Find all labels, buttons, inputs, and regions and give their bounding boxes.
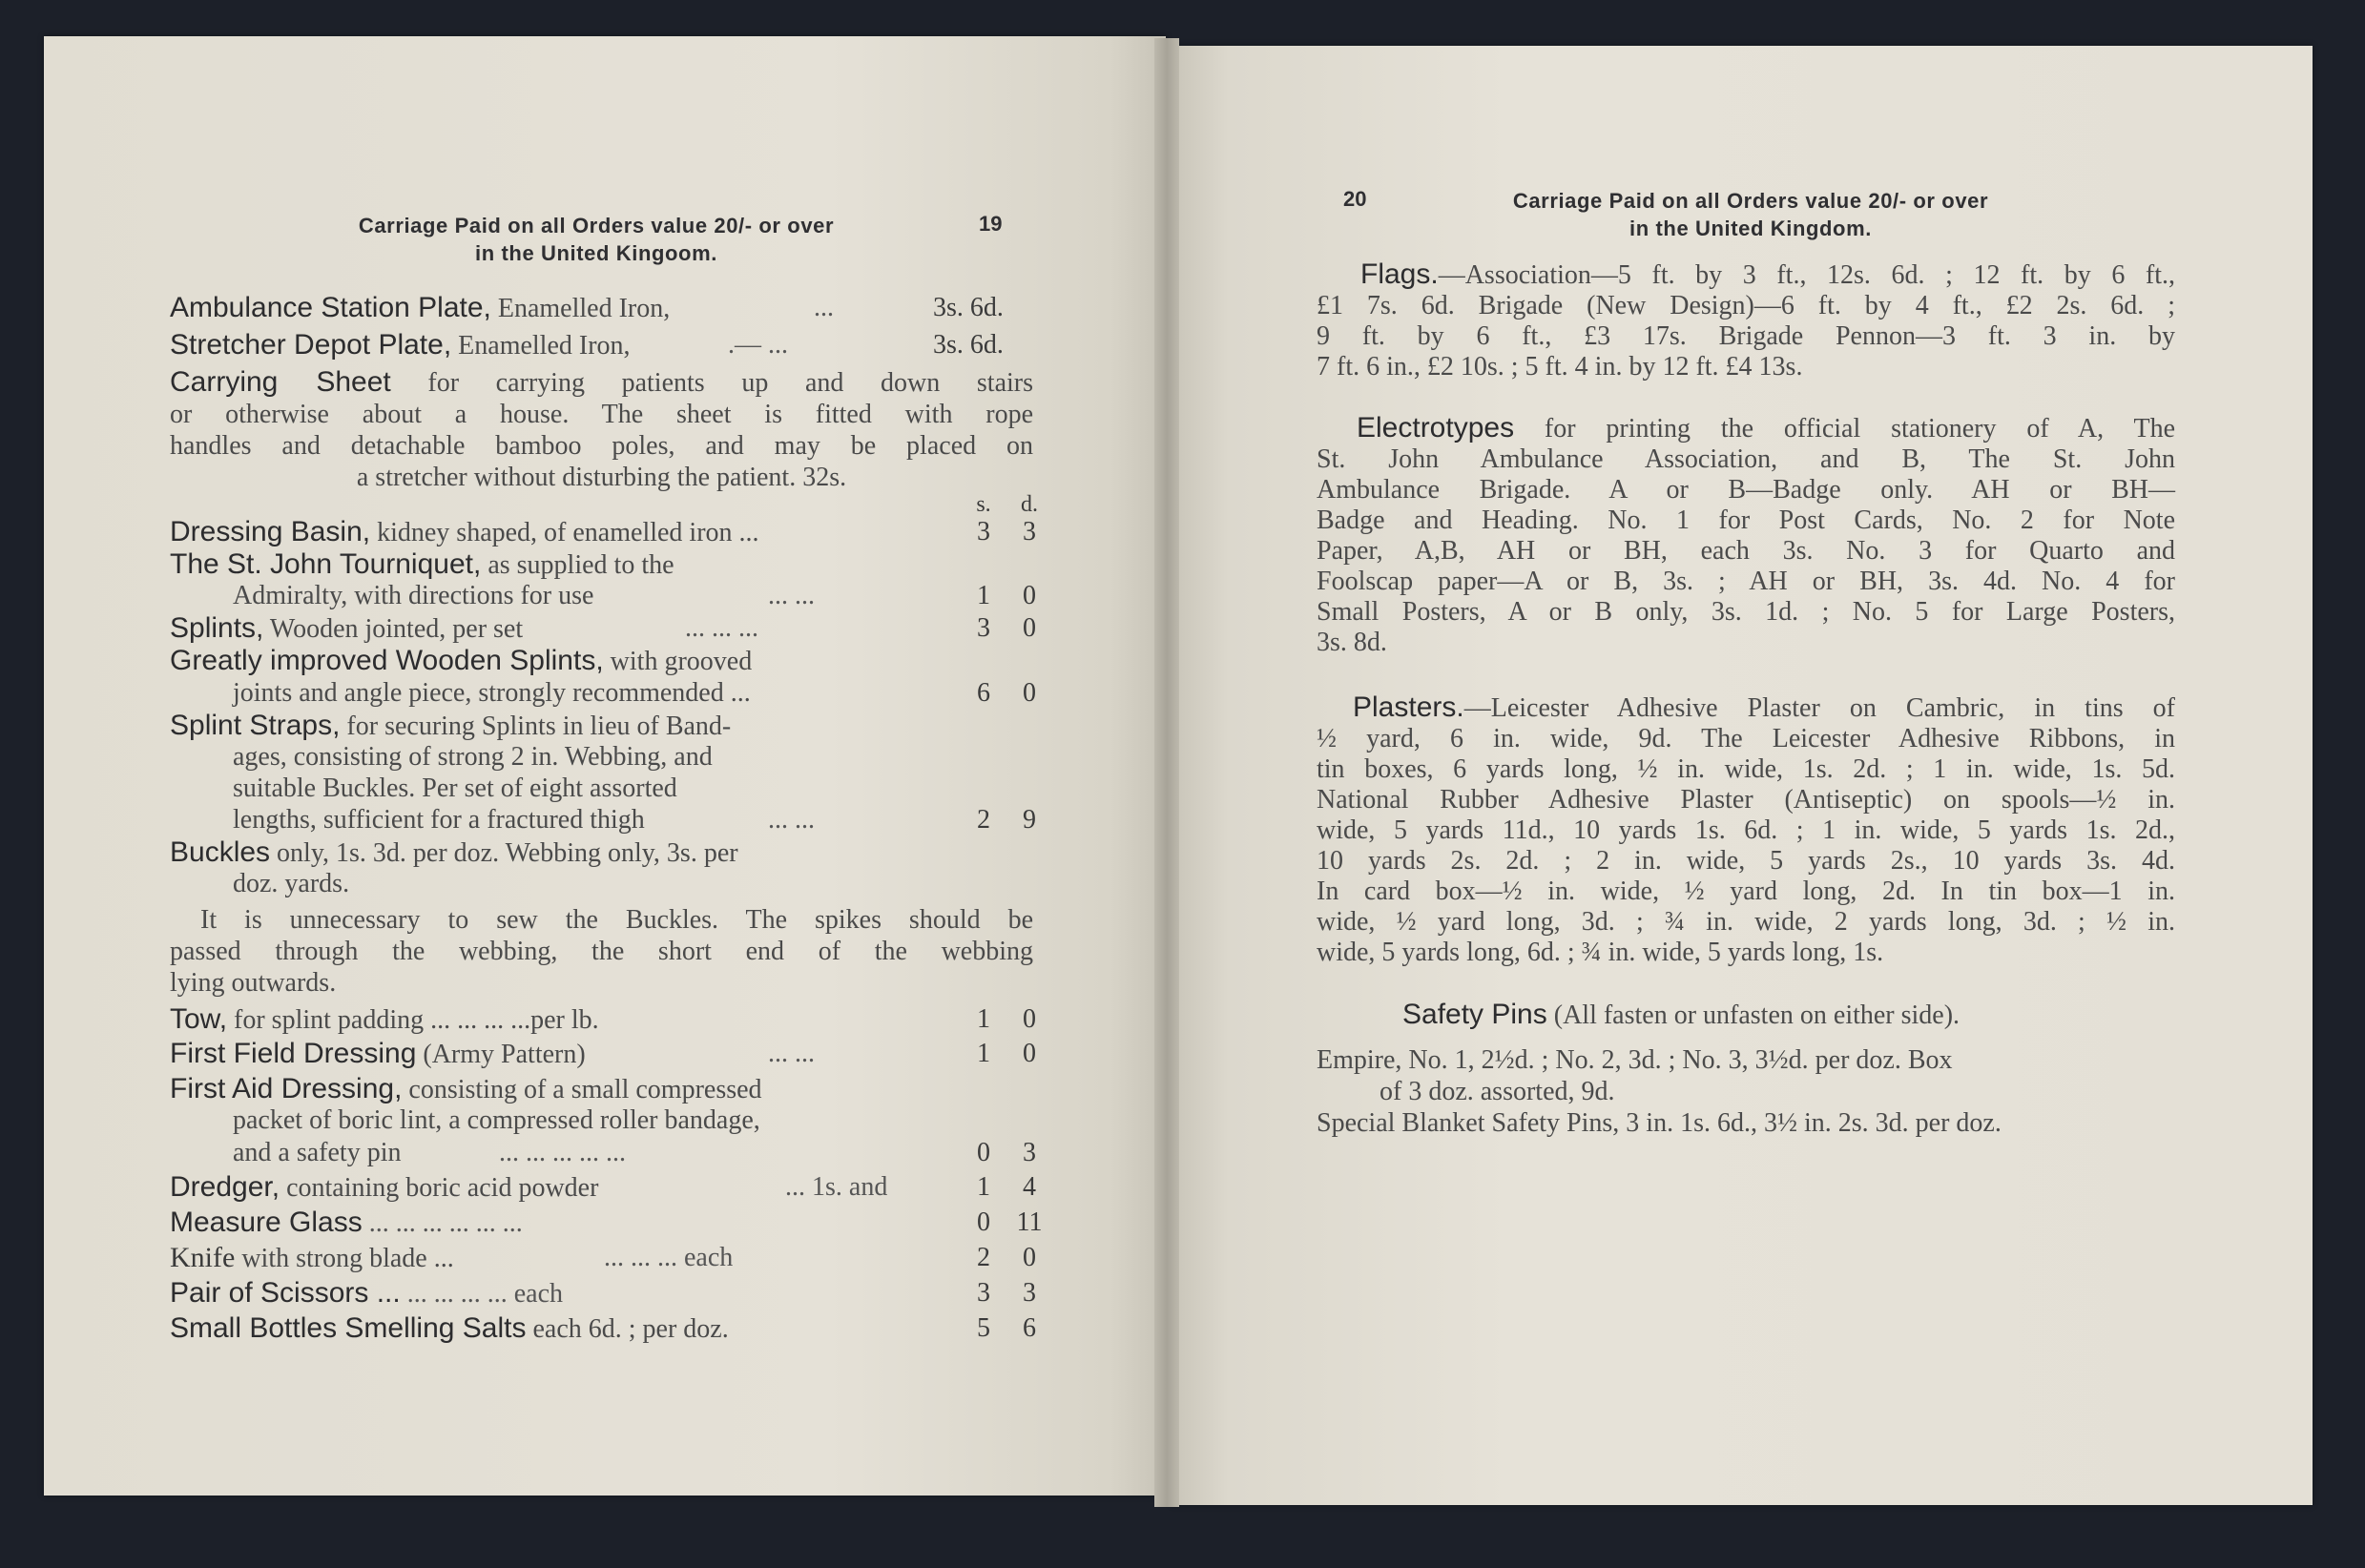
item-desc: Enamelled Iron, [490,294,671,323]
electrotypes-line8: 3s. 8d. [1317,628,1387,657]
item-pence: 0 [1023,581,1036,610]
item-pence: 6 [1023,1313,1036,1343]
item-splint-straps-line2: ages, consisting of strong 2 in. Webbing, and [233,742,713,772]
safety-pins-heading [1402,1000,1960,1031]
item-shillings: 3 [977,517,990,547]
item-shillings: 1 [977,1004,990,1034]
item-dots: ... 1s. and [785,1172,888,1202]
item-buckles-line2: doz. yards. [233,869,350,898]
item-smelling-salts [170,1312,1036,1345]
left-header [248,212,944,267]
item-name: Ambulance Station Plate, [170,292,491,323]
item-desc: Wooden jointed, per set [263,614,524,644]
item-desc-line2: joints and angle piece, strongly recommended ... [233,678,751,708]
item-carrying-sheet [170,366,1033,493]
book-gutter [1154,38,1179,1507]
item-shillings: 0 [977,1138,990,1167]
electrotypes-line5: Paper, A,B, AH or BH, each 3s. No. 3 for Quarto and [1317,536,2175,566]
flags-name: Flags. [1360,258,1439,290]
item-shillings: 2 [977,1243,990,1272]
item-price: 3s. 6d. [933,293,1004,322]
item-desc-line2: or otherwise about a house. The sheet is fitted with rope [170,400,1033,429]
item-desc: only, 1s. 3d. per doz. Webbing only, 3s. per [270,838,738,868]
item-shillings: 3 [977,1278,990,1308]
item-first-aid-cont [170,1137,1036,1168]
item-dots: ... ... [768,581,815,610]
item-dots: ... ... ... ... ... [499,1138,626,1167]
item-name: Small Bottles Smelling Salts [170,1312,527,1344]
item-splints [170,612,1036,645]
item-dots: ... ... ... each [604,1243,734,1272]
item-shillings: 1 [977,581,990,610]
flags-line4: 7 ft. 6 in., £2 10s. ; 5 ft. 4 in. by 12 ft. £4 13s. [1317,352,1803,382]
plasters-entry [1317,692,2175,968]
item-splint-straps-cont [170,804,1036,836]
item-dots: ... [814,293,834,322]
item-splint-straps-line3: suitable Buckles. Per set of eight assorted [233,774,677,803]
item-pence: 0 [1023,1004,1036,1034]
right-header [1402,187,2099,242]
left-page-number: 19 [979,212,1003,236]
item-shillings: 0 [977,1207,990,1237]
item-dots: ... ... ... [685,613,758,643]
right-header-line1: Carriage Paid on all Orders value 20/- or over [1512,189,1989,213]
flags-line3: 9 ft. by 6 ft., £3 17s. Brigade Pennon—3 ft. 3 in. by [1317,321,2175,351]
item-greatly-cont [170,677,1036,709]
item-knife [170,1242,1036,1274]
item-name: First Aid Dressing, [170,1073,403,1104]
flags-entry [1317,259,2175,382]
item-pence: 0 [1023,613,1036,643]
item-pence: 0 [1023,1039,1036,1068]
item-pence: 3 [1023,1278,1036,1308]
item-tourniquet [170,548,1033,581]
item-desc: for securing Splints in lieu of Band- [340,712,732,741]
item-desc: Enamelled Iron, [451,331,631,361]
safety-pins-line3: Special Blanket Safety Pins, 3 in. 1s. 6d., 3½ in. 2s. 3d. per doz. [1317,1108,2002,1138]
right-header-line2: in the United Kingdom. [1629,217,1872,240]
item-name: Splint Straps, [170,710,341,741]
electrotypes-name: Electrotypes [1357,412,1515,444]
item-desc: kidney shaped, of enamelled iron ... [370,518,759,547]
electrotypes-line7: Small Posters, A or B only, 3s. 1d. ; No. 5 for Large Posters, [1317,597,2175,627]
plasters-line8: wide, ½ yard long, 3d. ; ¾ in. wide, 2 yards long, 3d. ; ½ in. [1317,907,2175,937]
electrotypes-line6: Foolscap paper—A or B, 3s. ; AH or BH, 3s. 4d. No. 4 for [1317,567,2175,596]
item-desc-line3: handles and detachable bamboo poles, and may be placed on [170,431,1033,461]
item-desc: (Army Pattern) [416,1040,586,1069]
plasters-line7: In card box—½ in. wide, ½ yard long, 2d. In tin box—1 in. [1317,877,2175,906]
item-shillings: 5 [977,1313,990,1343]
note-line1: It is unnecessary to sew the Buckles. The spikes should be [200,905,1033,935]
item-pence: 3 [1023,1138,1036,1167]
item-name: Measure Glass [170,1207,363,1238]
plasters-line2: ½ yard, 6 in. wide, 9d. The Leicester Adhesive Ribbons, in [1317,724,2175,753]
item-pence: 4 [1023,1172,1036,1202]
electrotypes-line2: St. John Ambulance Association, and B, The St. John [1317,444,2175,474]
electrotypes-line1: for printing the official stationery of A, The [1514,414,2175,444]
note-line3: lying outwards. [170,968,337,998]
item-dots: ... ... [768,805,815,835]
item-first-aid-line2: packet of boric lint, a compressed roller bandage, [233,1105,760,1135]
item-pence: 0 [1023,1243,1036,1272]
shillings-head: s. [976,492,991,517]
item-name: Splints, [170,612,264,644]
electrotypes-line4: Badge and Heading. No. 1 for Post Cards, No. 2 for Note [1317,505,2175,535]
item-shillings: 1 [977,1039,990,1068]
item-name: First Field Dressing [170,1038,417,1069]
item-greatly-improved-splints [170,645,1033,677]
item-name: Stretcher Depot Plate, [170,329,452,361]
flags-line2: £1 7s. 6d. Brigade (New Design)—6 ft. by 4 ft., £2 2s. 6d. ; [1317,291,2175,320]
item-pence: 9 [1023,805,1036,835]
item-desc: with strong blade ... [235,1244,454,1273]
safety-pins-desc: (All fasten or unfasten on either side). [1546,1001,1960,1030]
item-shillings: 1 [977,1172,990,1202]
item-pence: 0 [1023,678,1036,708]
electrotypes-entry [1317,413,2175,658]
item-desc-line2: Admiralty, with directions for use [233,581,594,610]
item-shillings: 6 [977,678,990,708]
item-desc-line4: lengths, sufficient for a fractured thigh [233,805,645,835]
item-dots: ... ... ... ... each [400,1279,564,1309]
safety-pins-name: Safety Pins [1402,999,1547,1030]
note-line2: passed through the webbing, the short end of the webbing [170,937,1033,966]
safety-pins-line2: of 3 doz. assorted, 9d. [1380,1077,1615,1106]
plasters-line6: 10 yards 2s. 2d. ; 2 in. wide, 5 yards 2s., 10 yards 3s. 4d. [1317,846,2175,876]
item-desc: consisting of a small compressed [402,1075,762,1104]
item-ambulance-plate [170,292,1033,324]
item-dots: ... ... [768,1039,815,1068]
item-stretcher-plate [170,329,1033,361]
item-tow [170,1003,1036,1036]
electrotypes-line3: Ambulance Brigade. A or B—Badge only. AH or BH— [1317,475,2175,505]
item-shillings: 2 [977,805,990,835]
item-scissors [170,1277,1036,1310]
item-tourniquet-cont [170,580,1036,611]
item-name: Tow, [170,1003,228,1035]
item-measure-glass [170,1207,1043,1239]
item-desc: as supplied to the [481,550,674,580]
item-dredger [170,1171,1036,1204]
item-desc: containing boric acid powder [280,1173,599,1203]
item-price: 3s. 6d. [933,330,1004,360]
item-name: Dredger, [170,1171,280,1203]
plasters-line3: tin boxes, 6 yards long, ½ in. wide, 1s. 2d. ; 1 in. wide, 1s. 5d. [1317,754,2175,784]
plasters-line4: National Rubber Adhesive Plaster (Antiseptic) on spools—½ in. [1317,785,2175,815]
item-dots: .— ... [728,330,788,360]
plasters-name: Plasters. [1353,691,1464,723]
item-name: Dressing Basin, [170,516,371,547]
item-pence: 3 [1023,517,1036,547]
plasters-line1: —Leicester Adhesive Plaster on Cambric, in tins of [1463,693,2175,723]
item-desc: with grooved [603,647,753,676]
left-header-line2: in the United Kingoom. [475,241,717,265]
flags-line1: —Association—5 ft. by 3 ft., 12s. 6d. ; 12 ft. by 6 ft., [1438,260,2175,290]
item-name: Carrying Sheet [170,366,391,398]
left-header-line1: Carriage Paid on all Orders value 20/- or over [358,214,835,237]
item-pence: 11 [1016,1207,1043,1237]
item-name: Greatly improved Wooden Splints, [170,645,604,676]
item-desc: for splint padding ... ... ... ...per lb. [227,1005,599,1035]
item-name: The St. John Tourniquet, [170,548,482,580]
item-desc-line3: and a safety pin [233,1138,402,1167]
item-name: Pair of Scissors ... [170,1277,401,1309]
item-buckles [170,836,1033,869]
safety-pins-line1: Empire, No. 1, 2½d. ; No. 2, 3d. ; No. 3, 3½d. per doz. Box [1317,1045,1953,1075]
buckles-note [170,904,1033,999]
item-splint-straps [170,710,1033,742]
item-first-aid-dressing [170,1073,1033,1105]
item-name: Buckles [170,836,271,868]
item-desc-line1: for carrying patients up and down stairs [390,368,1033,398]
plasters-line5: wide, 5 yards 11d., 10 yards 1s. 6d. ; 1 in. wide, 5 yards 1s. 2d., [1317,815,2175,845]
plasters-line9: wide, 5 yards long, 6d. ; ¾ in. wide, 5 yards long, 1s. [1317,938,1884,967]
pence-head: d. [1021,492,1038,517]
item-name: Knife [170,1242,236,1273]
item-desc: each 6d. ; per doz. [526,1314,729,1344]
item-desc-line4: a stretcher without disturbing the patient. 32s. [356,463,847,492]
item-dressing-basin [170,516,1036,548]
item-shillings: 3 [977,613,990,643]
item-first-field-dressing [170,1038,1036,1070]
right-page-number: 20 [1343,187,1367,211]
item-dots: ... ... ... ... ... ... [362,1208,523,1238]
